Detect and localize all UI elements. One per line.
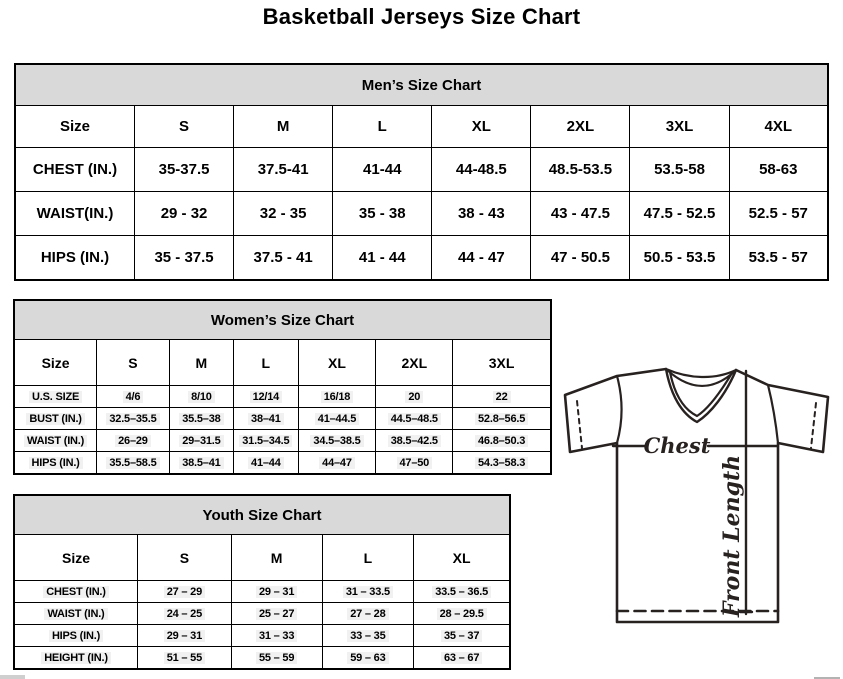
value-cell: 28 – 29.5 [414, 603, 510, 625]
page-title: Basketball Jerseys Size Chart [262, 4, 581, 29]
value-cell: 53.5-58 [630, 148, 729, 192]
value-cell: 43 - 47.5 [531, 192, 630, 236]
jersey-outline [565, 369, 828, 622]
front-length-label: Front Length [719, 454, 745, 618]
value-cell: 24 – 25 [138, 603, 232, 625]
row-label: HIPS (IN.) [15, 236, 135, 281]
column-header: Size [14, 340, 97, 386]
row-label: HIPS (IN.) [14, 452, 97, 475]
value-cell: 26–29 [97, 430, 169, 452]
value-cell: 35 – 37 [414, 625, 510, 647]
value-cell: 41–44 [234, 452, 298, 475]
column-header: S [138, 535, 232, 581]
value-cell: 37.5 - 41 [234, 236, 333, 281]
value-cell: 44 - 47 [432, 236, 531, 281]
value-cell: 31 – 33 [231, 625, 322, 647]
column-header: S [97, 340, 169, 386]
value-cell: 35 - 38 [333, 192, 432, 236]
value-cell: 8/10 [169, 386, 233, 408]
table-row [14, 625, 510, 647]
row-label: U.S. SIZE [14, 386, 97, 408]
value-cell: 33.5 – 36.5 [414, 581, 510, 603]
value-cell: 37.5-41 [234, 148, 333, 192]
value-cell: 31 – 33.5 [322, 581, 414, 603]
value-cell: 27 – 28 [322, 603, 414, 625]
value-cell: 47–50 [376, 452, 453, 475]
value-cell: 38–41 [234, 408, 298, 430]
value-cell: 34.5–38.5 [298, 430, 376, 452]
row-label: HIPS (IN.) [14, 625, 138, 647]
right-cuff-dashed-line [811, 403, 816, 448]
value-cell: 33 – 35 [322, 625, 414, 647]
value-cell: 16/18 [298, 386, 376, 408]
value-cell: 20 [376, 386, 453, 408]
value-cell: 38.5–42.5 [376, 430, 453, 452]
value-cell: 25 – 27 [231, 603, 322, 625]
value-cell: 29 - 32 [135, 192, 234, 236]
value-cell: 12/14 [234, 386, 298, 408]
column-header: L [322, 535, 414, 581]
value-cell: 22 [453, 386, 551, 408]
table-row [14, 647, 510, 670]
jersey-measurement-diagram [556, 356, 843, 636]
table-row [14, 430, 551, 452]
table-row [14, 452, 551, 475]
column-header: S [135, 106, 234, 148]
table-row [15, 148, 828, 192]
table-title: Youth Size Chart [14, 495, 510, 535]
column-header: L [333, 106, 432, 148]
row-label: BUST (IN.) [14, 408, 97, 430]
value-cell: 63 – 67 [414, 647, 510, 670]
column-header: M [231, 535, 322, 581]
table-title: Men’s Size Chart [15, 64, 828, 106]
table-row [14, 581, 510, 603]
column-header: M [234, 106, 333, 148]
value-cell: 54.3–58.3 [453, 452, 551, 475]
value-cell: 51 – 55 [138, 647, 232, 670]
value-cell: 41-44 [333, 148, 432, 192]
value-cell: 48.5-53.5 [531, 148, 630, 192]
value-cell: 53.5 - 57 [729, 236, 828, 281]
value-cell: 46.8–50.3 [453, 430, 551, 452]
value-cell: 32 - 35 [234, 192, 333, 236]
value-cell: 35.5–58.5 [97, 452, 169, 475]
column-header: XL [298, 340, 376, 386]
table-row [15, 192, 828, 236]
collar-back-arc-shallow [666, 369, 736, 377]
value-cell: 47 - 50.5 [531, 236, 630, 281]
value-cell: 52.8–56.5 [453, 408, 551, 430]
column-header: L [234, 340, 298, 386]
table-row [14, 408, 551, 430]
value-cell: 50.5 - 53.5 [630, 236, 729, 281]
mens-size-table [14, 63, 829, 281]
value-cell: 38.5–41 [169, 452, 233, 475]
row-label: WAIST (IN.) [14, 603, 138, 625]
row-label: CHEST (IN.) [14, 581, 138, 603]
row-label: CHEST (IN.) [15, 148, 135, 192]
value-cell: 29 – 31 [231, 581, 322, 603]
value-cell: 47.5 - 52.5 [630, 192, 729, 236]
row-label: HEIGHT (IN.) [14, 647, 138, 670]
column-header: XL [432, 106, 531, 148]
value-cell: 29 – 31 [138, 625, 232, 647]
column-header: M [169, 340, 233, 386]
row-label: WAIST(IN.) [15, 192, 135, 236]
value-cell: 44–47 [298, 452, 376, 475]
column-header: XL [414, 535, 510, 581]
column-header: Size [14, 535, 138, 581]
value-cell: 35-37.5 [135, 148, 234, 192]
value-cell: 31.5–34.5 [234, 430, 298, 452]
value-cell: 32.5–35.5 [97, 408, 169, 430]
value-cell: 58-63 [729, 148, 828, 192]
left-cuff-dashed-line [577, 401, 582, 448]
value-cell: 44-48.5 [432, 148, 531, 192]
table-row [14, 603, 510, 625]
value-cell: 29–31.5 [169, 430, 233, 452]
value-cell: 4/6 [97, 386, 169, 408]
value-cell: 27 – 29 [138, 581, 232, 603]
value-cell: 38 - 43 [432, 192, 531, 236]
column-header: 4XL [729, 106, 828, 148]
left-armhole-seam [617, 376, 622, 443]
value-cell: 44.5–48.5 [376, 408, 453, 430]
value-cell: 59 – 63 [322, 647, 414, 670]
value-cell: 41 - 44 [333, 236, 432, 281]
column-header: 2XL [531, 106, 630, 148]
column-header: 3XL [630, 106, 729, 148]
column-header: Size [15, 106, 135, 148]
value-cell: 35.5–38 [169, 408, 233, 430]
column-header: 3XL [453, 340, 551, 386]
table-title: Women’s Size Chart [14, 300, 551, 340]
youth-size-table [13, 494, 511, 670]
value-cell: 35 - 37.5 [135, 236, 234, 281]
value-cell: 41–44.5 [298, 408, 376, 430]
value-cell: 52.5 - 57 [729, 192, 828, 236]
table-row [15, 236, 828, 281]
chest-label: Chest [643, 433, 711, 458]
table-row [14, 386, 551, 408]
value-cell: 55 – 59 [231, 647, 322, 670]
womens-size-table [13, 299, 552, 475]
column-header: 2XL [376, 340, 453, 386]
bottom-left-cutoff-fragment [0, 675, 25, 679]
row-label: WAIST (IN.) [14, 430, 97, 452]
right-armhole-seam [768, 385, 778, 443]
